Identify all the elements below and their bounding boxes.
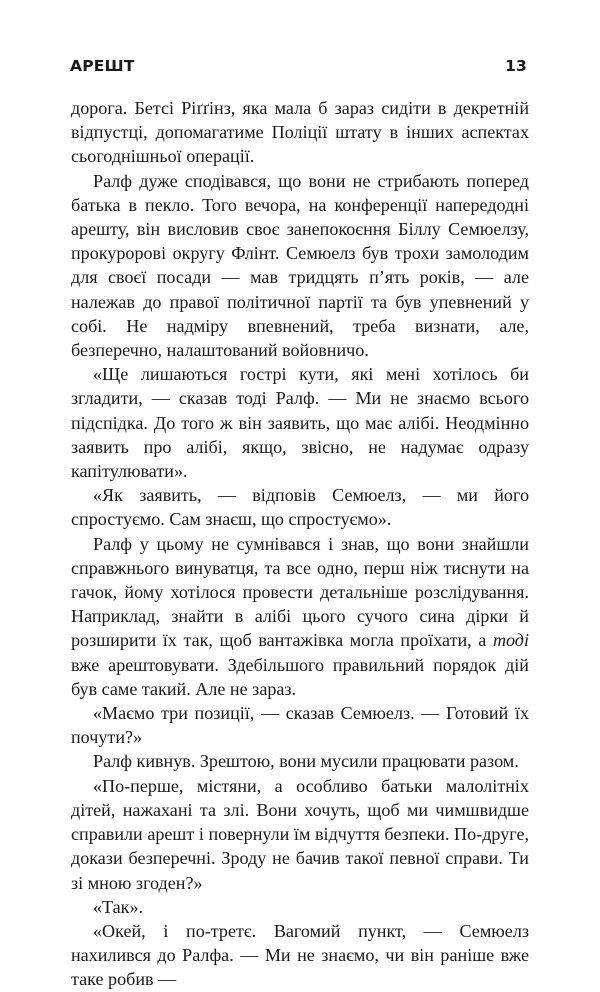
paragraph <box>71 895 529 919</box>
paragraph-text: «Так». <box>93 896 144 917</box>
paragraph-text: «Маємо три позиції, — сказав Семюелз. — Готовий їх почути?» <box>71 703 529 748</box>
paragraph-text: «Ще лишаються гострі кути, які мені хотілось би згладити, — сказав тоді Ралф. — Ми не знаємо всього підспідка. До того ж він заявить, що має алібі. Неодмінно заявить про алібі, якщо, звісно, не надумає одразу капітулювати». <box>71 364 529 482</box>
paragraph <box>71 749 529 773</box>
paragraph <box>71 701 529 749</box>
paragraph-text: Ралф дуже сподівався, що вони не стрибають поперед батька в пекло. Того вечора, на конференції напередодні арешту, він висловив своє занепокоєння Біллу Семюелзу, прокуророві округу Флінт. Семюелз був трохи замолодим для своєї посади — мав тридцять п’ять років, — але належав до правої політичної партії та був упевнений у собі. Не надміру впевнений, треба визнати, але, безперечно, налаштований войовничо. <box>71 170 529 361</box>
paragraph <box>71 483 529 531</box>
paragraph <box>71 169 529 363</box>
paragraph-text: «Окей, і по-третє. Вагомий пункт, — Семюелз нахилився до Ралфа. — Ми не знаємо, чи він раніше вже таке робив — <box>71 920 529 990</box>
running-head <box>70 57 527 79</box>
page-number: 13 <box>505 57 527 75</box>
paragraph-text: вже арештовувати. Здебільшого правильний порядок дій був саме такий. Але не зараз. <box>71 654 529 699</box>
paragraph <box>71 774 529 895</box>
paragraph <box>71 362 529 483</box>
paragraph-text: Ралф у цьому не сумнівався і знав, що вони знайшли справжнього винуватця, та все одно, перш ніж тиснути на гачок, йому хотілося провести детальніше розслідування. Наприклад, знайти в алібі цього сучого сина дірки й розширити їх так, щоб вантажівка могла проїхати, а <box>71 533 529 651</box>
paragraph-text: «По-перше, містяни, а особливо батьки малолітніх дітей, нажахані та злі. Вони хочуть, щоб ми чимшвидше справили арешт і повернули їм відчуття безпеки. По-друге, докази безперечні. Зроду не бачив такої певної справи. Ти зі мною згоден?» <box>71 775 529 893</box>
body-text <box>71 96 529 992</box>
paragraph <box>71 96 529 169</box>
paragraph-text: «Як заявить, — відповів Семюелз, — ми його спростуємо. Сам знаєш, що спростуємо». <box>71 485 529 530</box>
paragraph-text: дорога. Бетсі Ріґґінз, яка мала б зараз сидіти в декретній відпустці, допомагатиме Поліції штату в інших аспектах сьогоднішньої операції. <box>71 98 529 167</box>
paragraph <box>71 919 529 992</box>
paragraph <box>71 532 529 701</box>
chapter-title: АРЕШТ <box>70 57 135 75</box>
paragraph-text: Ралф кивнув. Зрештою, вони мусили працювати разом. <box>93 751 519 772</box>
emphasis-text: тоді <box>492 630 529 651</box>
